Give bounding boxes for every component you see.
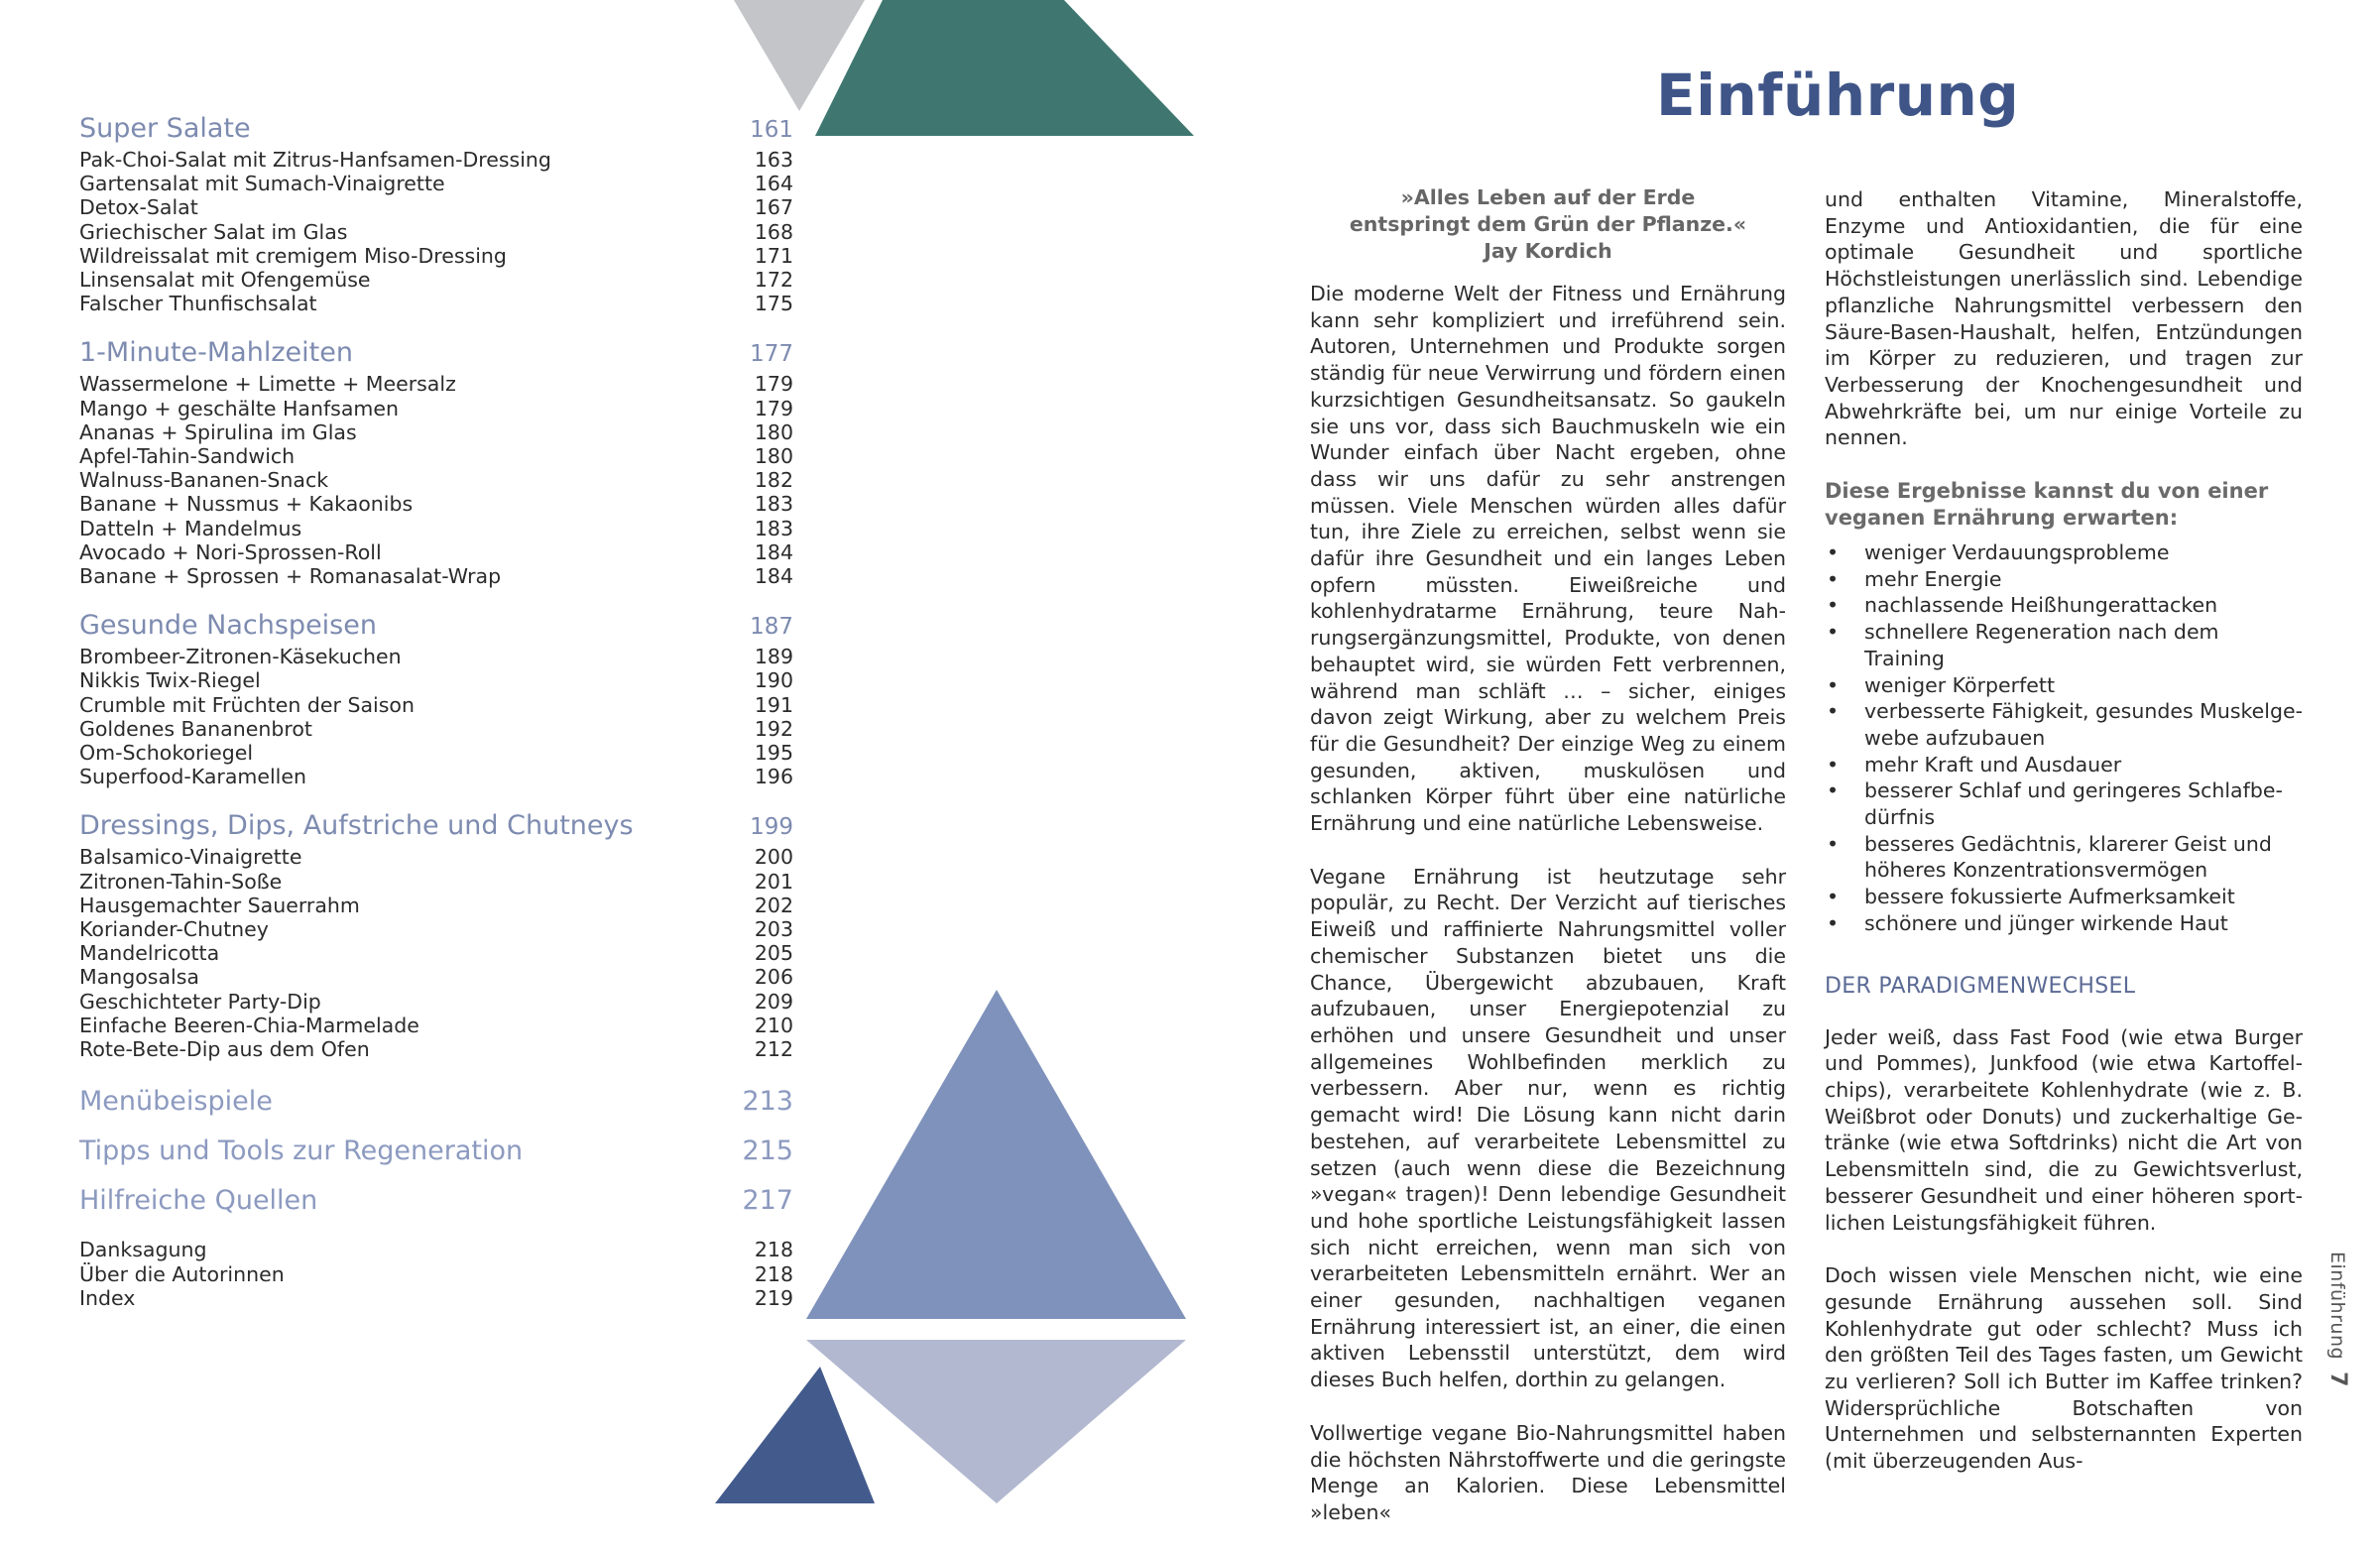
list-item: • verbesserte Fähigkeit, gesundes Muskelgewebe aufzubauen [1825, 698, 2303, 751]
list-item: • nachlassende Heißhungerattacken [1825, 592, 2303, 619]
toc-entry[interactable]: Apfel-Tahin-Sandwich 180 [79, 444, 793, 469]
body-paragraph: Jeder weiß, dass Fast Food (wie etwa Burger und Pommes), Junkfood (wie etwa Kartoffelchips), verarbeitete Kohlenhydrate (wie z. B. Weißbrot oder Donuts) und zuckerhaltige Getränke (wie etwa Softdrinks) nicht die Art von Lebensmitteln sind, die zu Gewichtsverlust, besserer Gesundheit und einer höheren sportlichen Leistungsfähigkeit führen. [1825, 1024, 2303, 1235]
toc-entry[interactable]: Mangosalsa 206 [79, 965, 793, 990]
page-number: 7 [2325, 1372, 2350, 1387]
toc-entry[interactable]: Superfood-Karamellen 196 [79, 765, 793, 789]
toc-entry[interactable]: Rote-Bete-Dip aus dem Ofen 212 [79, 1037, 793, 1062]
toc-entry[interactable]: Danksagung 218 [79, 1238, 793, 1262]
toc-entry[interactable]: Detox-Salat 167 [79, 195, 793, 220]
toc-entry[interactable]: Banane + Sprossen + Romanasalat-Wrap 184 [79, 564, 793, 589]
toc-entry[interactable]: Wassermelone + Limette + Meersalz 179 [79, 372, 793, 397]
toc-entry[interactable]: Avocado + Nori-Sprossen-Roll 184 [79, 539, 793, 564]
toc-entry[interactable]: Koriander-Chutney 203 [79, 917, 793, 942]
toc-entry[interactable]: Datteln + Mandelmus 183 [79, 516, 793, 540]
toc-section-heading[interactable]: Tipps und Tools zur Regeneration 215 [79, 1135, 793, 1167]
toc-entry[interactable]: Linsensalat mit Ofengemüse 172 [79, 268, 793, 293]
toc-section-dressings [79, 808, 793, 1061]
blue-triangle [806, 990, 1186, 1319]
list-item: • bessere fokussierte Aufmerksamkeit [1825, 884, 2303, 910]
text-column-left [1310, 184, 1786, 1553]
toc-section-heading[interactable]: Super Salate 161 [79, 113, 793, 144]
toc-entry[interactable]: Index 219 [79, 1285, 793, 1310]
toc-entry[interactable]: Balsamico-Vinaigrette 200 [79, 845, 793, 870]
toc-entry[interactable]: Gartensalat mit Sumach-Vinaigrette 164 [79, 172, 793, 196]
epigraph-quote: »Alles Leben auf der Erde entspringt dem Grün der Pflanze.« Jay Kordich [1349, 185, 1747, 263]
page-title: Einführung [1656, 61, 2020, 129]
toc-entry[interactable]: Über die Autorinnen 218 [79, 1261, 793, 1286]
toc-entry[interactable]: Falscher Thunfischsalat 175 [79, 292, 793, 316]
results-list [1825, 539, 2303, 937]
toc-entry[interactable]: Om-Schokoriegel 195 [79, 741, 793, 766]
navy-triangle [715, 1367, 875, 1503]
body-paragraph: Doch wissen viele Menschen nicht, wie eine gesunde Ernährung aussehen soll. Sind Kohlenhydrate gut oder schlecht? Muss ich den größten Teil des Tages fasten, um Gewicht zu verlieren? Soll ich Butter im Kaffee trinken? Widersprüchliche Botschaften von Unternehmen und selbsternannten Experten (mit überzeugenden Aus- [1825, 1263, 2303, 1474]
running-head-label: Einführung [2326, 1252, 2348, 1361]
toc-section-heading[interactable]: Menübeispiele 213 [79, 1086, 793, 1118]
toc-entry[interactable]: Brombeer-Zitronen-Käsekuchen 189 [79, 645, 793, 669]
toc-entry[interactable]: Crumble mit Früchten der Saison 191 [79, 692, 793, 717]
toc-entry[interactable]: Zitronen-Tahin-Soße 201 [79, 869, 793, 894]
toc-section-heading[interactable]: 1-Minute-Mahlzeiten 177 [79, 337, 793, 369]
body-paragraph: und enthalten Vitamine, Mineralstoffe, Enzyme und Antioxidantien, die für eine optimale Gesundheit und sportliche Höchstleistungen unerlässlich sind. Lebendige pflanzliche Nahrungsmittel verbessern den Säure-Basen-Haushalt, helfen, Entzündungen im Körper zu reduzieren, und tragen zur Verbesserung der Knochengesundheit und Abwehrkräfte bei, um nur einige Vorteile zu nennen. [1825, 187, 2303, 450]
toc-entry[interactable]: Mango + geschälte Hanfsamen 179 [79, 396, 793, 420]
body-paragraph: Vollwertige vegane Bio-Nahrungsmittel haben die höchsten Nährstoffwerte und die geringste Menge an Kalorien. Diese Lebensmittel »leben« [1310, 1420, 1786, 1524]
toc-section-1-minute-mahlzeiten [79, 335, 793, 588]
list-item: • weniger Verdauungsprobleme [1825, 539, 2303, 566]
toc-entry[interactable]: Pak-Choi-Salat mit Zitrus-Hanfsamen-Dressing 163 [79, 148, 793, 172]
toc-entry[interactable]: Einfache Beeren-Chia-Marmelade 210 [79, 1013, 793, 1037]
list-item: • weniger Körperfett [1825, 672, 2303, 699]
toc-entry[interactable]: Griechischer Salat im Glas 168 [79, 219, 793, 244]
toc-entry[interactable]: Banane + Nussmus + Kakaonibs 183 [79, 492, 793, 517]
toc-section-heading[interactable]: Hilfreiche Quellen 217 [79, 1185, 793, 1217]
toc-entry[interactable]: Hausgemachter Sauerrahm 202 [79, 893, 793, 917]
toc-entry[interactable]: Nikkis Twix-Riegel 190 [79, 668, 793, 693]
toc-entry[interactable]: Mandelricotta 205 [79, 941, 793, 966]
list-item: • besseres Gedächtnis, klarerer Geist und höheres Konzentrationsvermögen [1825, 831, 2303, 884]
running-head [2317, 1252, 2356, 1390]
toc-entry[interactable]: Geschichteter Party-Dip 209 [79, 989, 793, 1014]
body-paragraph: Vegane Ernährung ist heutzutage sehr populär, zu Recht. Der Verzicht auf tierisches Eiweiß und raffinierte Nahrungsmittel voller chemischer Substanzen bietet uns die Chance, Übergewicht abzubauen, Kraft aufzubauen, unser Energiepotenzial zu erhöhen und unsere Gesundheit und unser allgemeines Wohlbefinden merklich zu verbessern. Aber nur, wenn es richtig gemacht wird! Die Lösung kann nicht darin bestehen, auf verarbeitete Lebensmittel zu setzen (auch wenn diese die Bezeichnung »vegan« tragen)! Denn lebendige Gesundheit und hohe sportliche Leistungsfähigkeit lassen sich nicht erreichen, wenn man sich von verarbeiteten Lebensmitteln ernährt. Wer an einer gesunden, nachhaltigen veganen Ernährung interessiert ist, an einer, die einen aktiven Lebensstil unterstützt, dem wird dieses Buch helfen, dorthin zu gelangen. [1310, 864, 1786, 1392]
toc-section-heading[interactable]: Dressings, Dips, Aufstriche und Chutneys 199 [79, 810, 793, 842]
table-of-contents [79, 111, 793, 1310]
list-item: • schönere und jünger wirkende Haut [1825, 910, 2303, 937]
body-paragraph: Die moderne Welt der Fitness und Ernährung kann sehr kompliziert und irreführend sein. Autoren, Unternehmen und Produkte sorgen ständig für neue Verwirrung und fördern einen kurzsichtigen Gesundheitsansatz. So gaukeln sie uns vor, dass sich Bauchmuskeln wie ein Wunder einfach über Nacht ergeben, ohne dass wir uns dafür zu sehr anstrengen müssen. Viele Menschen würden alles dafür tun, ihre Ziele zu erreichen, selbst wenn sie dafür ihre Gesundheit und ein langes Leben opfern müssten. Eiweißreiche und kohlenhydratarme Ernährung, teure Nahrungsergänzungsmittel, Produkte, von denen behauptet wird, sie würden Fett verbrennen, während man schläft … – sicher, einiges davon zeigt Wirkung, aber zu welchem Preis für die Gesundheit? Der einzige Weg zu einem gesunden, aktiven, muskulösen und schlanken Körper führt über eine natürliche Ernährung und eine natürliche Lebensweise. [1310, 282, 1786, 836]
results-heading: Diese Ergebnisse kannst du von einer veganen Ernährung erwarten: [1825, 479, 2269, 531]
toc-entry[interactable]: Goldenes Bananenbrot 192 [79, 716, 793, 741]
toc-section-heading[interactable]: Gesunde Nachspeisen 187 [79, 610, 793, 642]
section-subheading: DER PARADIGMENWECHSEL [1825, 973, 2136, 999]
list-item: • besserer Schlaf und geringeres Schlafbedürfnis [1825, 777, 2303, 830]
list-item: • mehr Energie [1825, 566, 2303, 593]
toc-section-gesunde-nachspeisen [79, 608, 793, 788]
teal-triangle [815, 0, 1194, 136]
toc-entry[interactable]: Walnuss-Bananen-Snack 182 [79, 468, 793, 493]
list-item: • mehr Kraft und Ausdauer [1825, 752, 2303, 778]
list-item: • schnellere Regeneration nach dem Training [1825, 619, 2303, 671]
toc-section-super-salate [79, 111, 793, 315]
toc-entry[interactable]: Ananas + Spirulina im Glas 180 [79, 419, 793, 444]
text-column-right [1825, 186, 2303, 1501]
toc-entry[interactable]: Wildreissalat mit cremigem Miso-Dressing 171 [79, 243, 793, 268]
